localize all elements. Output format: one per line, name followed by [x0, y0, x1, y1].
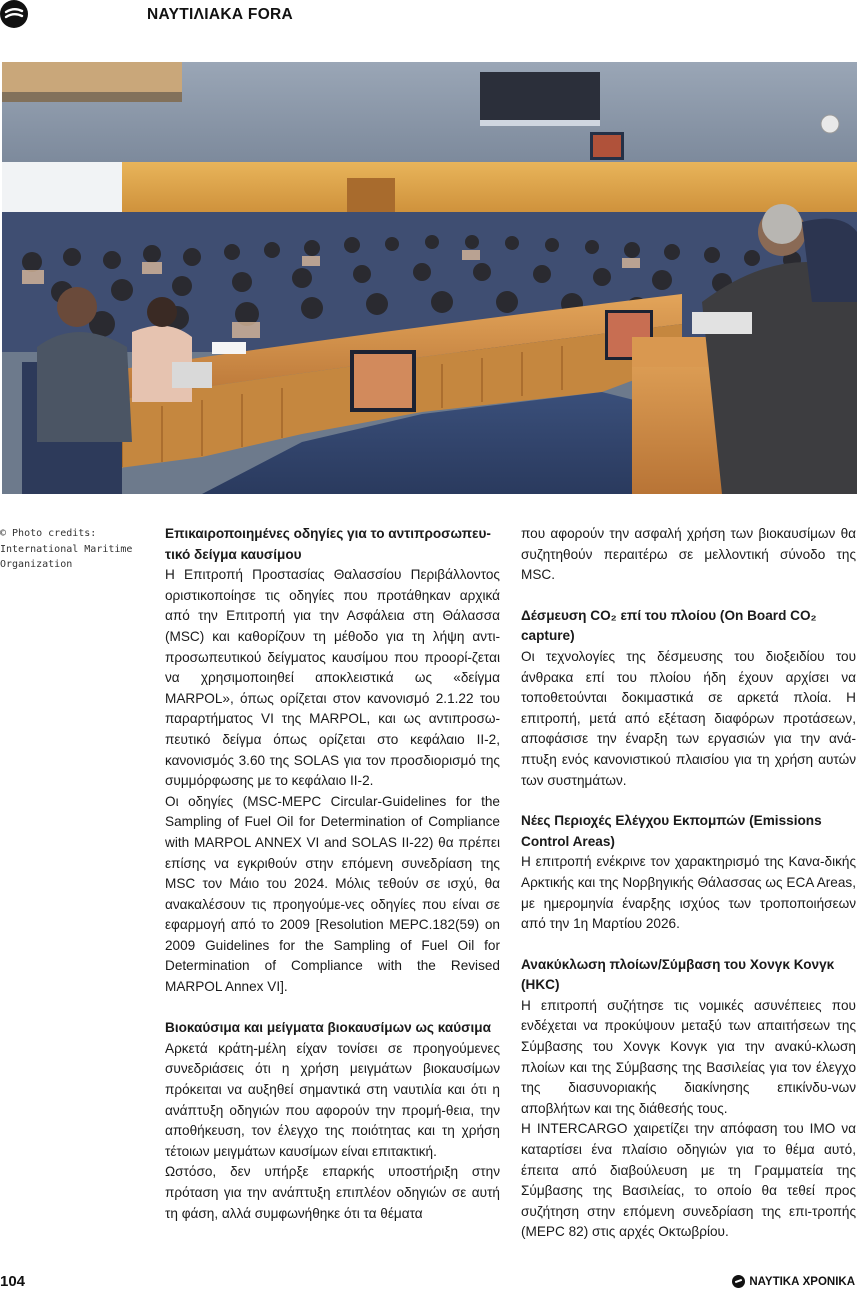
credits-line: © Photo credits:	[0, 528, 97, 539]
footer-brand-label: ΝΑΥΤΙΚΑ ΧΡΟΝΙΚΑ	[749, 1275, 855, 1288]
paragraph: Η επιτροπή ενέκρινε τον χαρακτηρισμό της Κανα-δικής Αρκτικής και της Νορβηγικής Θάλασσας ως ECA Areas, με ημερομηνία έναρξης ισχύος των τροποποιήσεων από την 1η Μαρτίου 2026.	[521, 854, 856, 932]
paragraph: Οι τεχνολογίες της δέσμευσης του διοξειδίου του άνθρακα επί του πλοίου ήδη έχουν αρχίσει να τοποθετούνται δοκιμαστικά σε αρκετά πλοία. Η επιτροπή, μετά από εξέταση διαφόρων προτάσεων, αποφάσισε την έναρξη των εργασιών για την ανά-πτυξη ενός κανονιστικού πλαισίου για τη χρήση αυτών των συστημάτων.	[521, 648, 856, 788]
heading-line: Επικαιροποιημένες οδηγίες για το αντιπροσωπευ-	[165, 526, 491, 541]
section-heading	[521, 811, 856, 852]
credits-line: Organization	[0, 559, 73, 570]
paragraph: Αρκετά κράτη-μέλη είχαν τονίσει σε προηγούμενες συνεδριάσεις ότι η χρήση μειγμάτων βιοκαυσίμων πρόκειται να αυξηθεί σημαντικά στη ναυτιλία και ότι η ανάπτυξη οδηγιών που αφορούν την προμή-θεια, την αποθήκευση, τον έλεγχο της ποιότητας και τη χρήση τέτοιων μειγμάτων καυσίμων είναι επιτακτική.	[165, 1040, 500, 1159]
heading-line: capture)	[521, 628, 575, 644]
section-heading	[165, 524, 500, 565]
magazine-section-title: ΝΑΥΤΙΛΙΑΚΑ FORA	[147, 6, 294, 23]
article-column-left	[165, 524, 500, 1224]
paragraph: Η επιτροπή συζήτησε τις νομικές ασυνέπειες που ενδέχεται να προκύψουν μεταξύ των απαιτήσεων της Σύμβασης του Χονγκ Κονγκ για την ανακύ-κλωση πλοίων και της Σύμβασης της Βασιλείας για τον έλεγχο της διασυνοριακής διακίνησης επικίνδυ-νων αποβλήτων και της διάθεσής τους.	[521, 997, 856, 1116]
heading-line: τικό δείγμα καυσίμου	[165, 546, 302, 562]
paragraph: Ωστόσο, δεν υπήρξε επαρκής υποστήριξη στην πρόταση για την ανάπτυξη επιπλέον οδηγιών σε αυτή τη φάση, αλλά συμφωνήθηκε ότι τα θέματα	[165, 1164, 500, 1221]
photo-credits	[0, 526, 150, 573]
article-column-right	[521, 524, 856, 1243]
heading-line: Control Areas)	[521, 833, 615, 849]
brand-logo-icon	[732, 1275, 745, 1288]
page-number: 104	[0, 1273, 26, 1290]
paragraph: Η INTERCARGO χαιρετίζει την απόφαση του IMO να καταρτίσει ένα πλαίσιο οδηγιών για το θέμα αυτό, έπειτα από διαβούλευση με τη Γραμματεία της Σύμβασης της Βασιλείας, το οποίο θα τεθεί προς συζήτηση στην επόμενη συνεδρίαση της επι-τροπής (MEPC 82) στις αρχές Οκτωβρίου.	[521, 1121, 856, 1240]
credits-line: International Maritime	[0, 543, 133, 555]
heading-line: Νέες Περιοχές Ελέγχου Εκπομπών (Emissions	[521, 813, 822, 829]
paragraph: Οι οδηγίες (MSC-MEPC Circular-Guidelines for the Sampling of Fuel Oil for Determination of Compliance with MARPOL ANNEX VI and SOLAS II-22) θα πρέπει επίσης να εγκριθούν στην επόμενη συνεδρίαση της MSC τον Μάιο του 2024. Μόλις τεθούν σε ισχύ, θα ανακαλέσουν τις προηγούμε-νες οδηγίες που είναι σε εφαρμογή από το 2009 [Resolution MEPC.182(59) on 2009 Guidelines for the Sampling of Fuel Oil for Determination of Compliance with the Revised MARPOL Annex VI].	[165, 793, 500, 995]
heading-line: Δέσμευση CO₂ επί του πλοίου (On Board CO₂	[521, 607, 817, 623]
magazine-logo-icon	[0, 0, 28, 28]
footer-brand	[732, 1275, 855, 1288]
heading-line: Ανακύκλωση πλοίων/Σύμβαση του Χονγκ Κονγκ	[521, 956, 835, 972]
conference-hall-photo	[2, 62, 857, 494]
heading-line: (HKC)	[521, 977, 560, 993]
section-heading: Βιοκαύσιμα και μείγματα βιοκαυσίμων ως καύσιμα	[165, 1020, 491, 1036]
section-heading	[521, 955, 856, 996]
paragraph: που αφορούν την ασφαλή χρήση των βιοκαυσίμων θα συζητηθούν περαιτέρω σε μελλοντική σύνοδο της MSC.	[521, 526, 856, 583]
paragraph: Η Επιτροπή Προστασίας Θαλασσίου Περιβάλλοντος οριστικοποίησε τις οδηγίες που προτάθηκαν αρχικά από την Επιτροπή για την Ασφάλεια στη Θάλασσα (MSC) και καθορίζουν τη μέθοδο για τη λήψη αντι-προσωπευτικού δείγματος καυσίμου που προορί-ζεται να χρησιμοποιηθεί αποκλειστικά ως «δείγμα MARPOL», όπως ορίζεται στον κανονισμό 2.1.22 του παραρτήματος VI της MARPOL, και ως αντιπροσω-πευτικό δείγμα όπως ορίζεται στο κεφάλαιο II-2, κανονισμός 3.60 της SOLAS για τον προσδιορισμό της συμμόρφωσης με το κεφάλαιο II-2.	[165, 567, 500, 789]
section-heading	[521, 606, 856, 647]
